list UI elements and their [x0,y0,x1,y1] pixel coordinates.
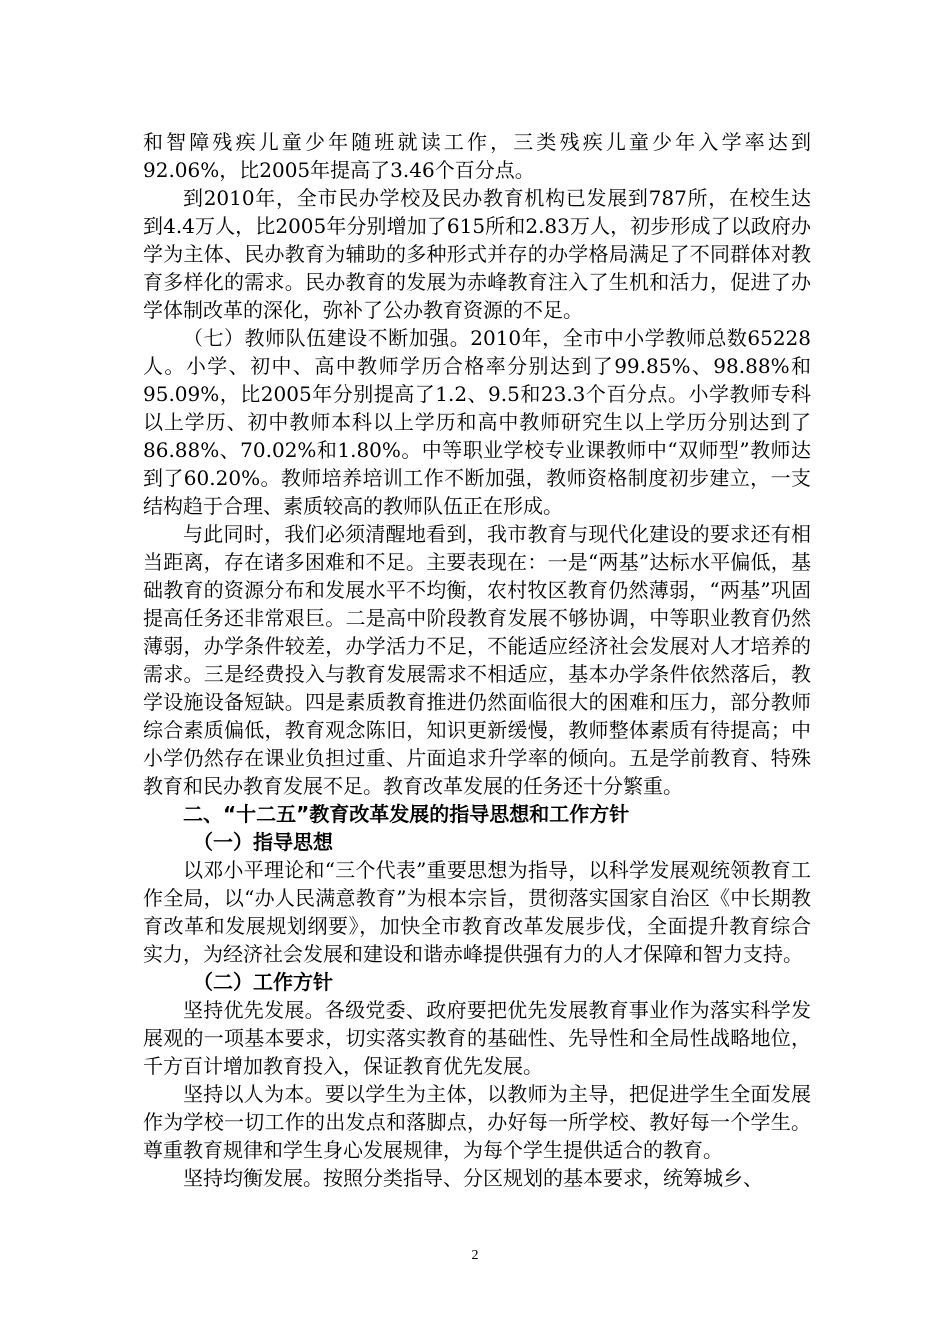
paragraph-continued: 和智障残疾儿童少年随班就读工作，三类残疾儿童少年入学率达到92.06%，比2005年提高了3.46个百分点。 [143,130,811,182]
paragraph-priority-development: 坚持优先发展。各级党委、政府要把优先发展教育事业作为落实科学发展观的一项基本要求，切实落实教育的基础性、先导性和全局性战略地位，千方百计增加教育投入，保证教育优先发展。 [143,998,811,1078]
document-body [143,128,811,1192]
subsection-heading-guiding-ideology: （一）指导思想 [193,830,333,854]
section-heading: 二、“十二五”教育改革发展的指导思想和工作方针 [183,802,630,826]
paragraph-guiding-ideology: 以邓小平理论和“三个代表”重要思想为指导，以科学发展观统领教育工作全局，以“办人民满意教育”为根本宗旨，贯彻落实国家自治区《中长期教育改革和发展规划纲要》，加快全市教育改革发展步伐，全面提升教育综合实力，为经济社会发展和建设和谐赤峰提供强有力的人才保障和智力支持。 [143,858,811,966]
page-number: 2 [471,1248,479,1263]
paragraph-private-education: 到2010年，全市民办学校及民办教育机构已发展到787所，在校生达到4.4万人，比2005年分别增加了615所和2.83万人，初步形成了以政府办学为主体、民办教育为辅助的多种形式并存的办学格局满足了不同群体对教育多样化的需求。民办教育的发展为赤峰教育注入了生机和活力，促进了办学体制改革的深化，弥补了公办教育资源的不足。 [143,186,811,322]
paragraph-people-oriented: 坚持以人为本。要以学生为主体，以教师为主导，把促进学生全面发展作为学校一切工作的出发点和落脚点，办好每一所学校、教好每一个学生。尊重教育规律和学生身心发展规律，为每个学生提供适合的教育。 [143,1082,811,1162]
paragraph-teachers: （七）教师队伍建设不断加强。2010年，全市中小学教师总数65228人。小学、初中、高中教师学历合格率分别达到了99.85%、98.88%和95.09%，比2005年分别提高了1.2、9.5和23.3个百分点。小学教师专科以上学历、初中教师本科以上学历和高中教师研究生以上学历分别达到了86.88%、70.02%和1.80%。中等职业学校专业课教师中“双师型”教师达到了60.20%。教师培养培训工作不断加强，教师资格制度初步建立，一支结构趋于合理、素质较高的教师队伍正在形成。 [143,326,811,518]
paragraph-problems: 与此同时，我们必须清醒地看到，我市教育与现代化建设的要求还有相当距离，存在诸多困难和不足。主要表现在：一是“两基”达标水平偏低，基础教育的资源分布和发展水平不均衡，农村牧区教育仍然薄弱，“两基”巩固提高任务还非常艰巨。二是高中阶段教育发展不够协调，中等职业教育仍然薄弱，办学条件较差，办学活力不足，不能适应经济社会发展对人才培养的需求。三是经费投入与教育发展需求不相适应，基本办学条件依然落后，教学设施设备短缺。四是素质教育推进仍然面临很大的困难和压力，部分教师综合素质偏低，教育观念陈旧，知识更新缓慢，教师整体素质有待提高；中小学仍然存在课业负担过重、片面追求升学率的倾向。五是学前教育、特殊教育和民办教育发展不足。教育改革发展的任务还十分繁重。 [143,522,811,798]
paragraph-balanced-development: 坚持均衡发展。按照分类指导、分区规划的基本要求，统筹城乡、 [183,1166,763,1190]
subsection-heading-work-policy: （二）工作方针 [193,970,333,994]
